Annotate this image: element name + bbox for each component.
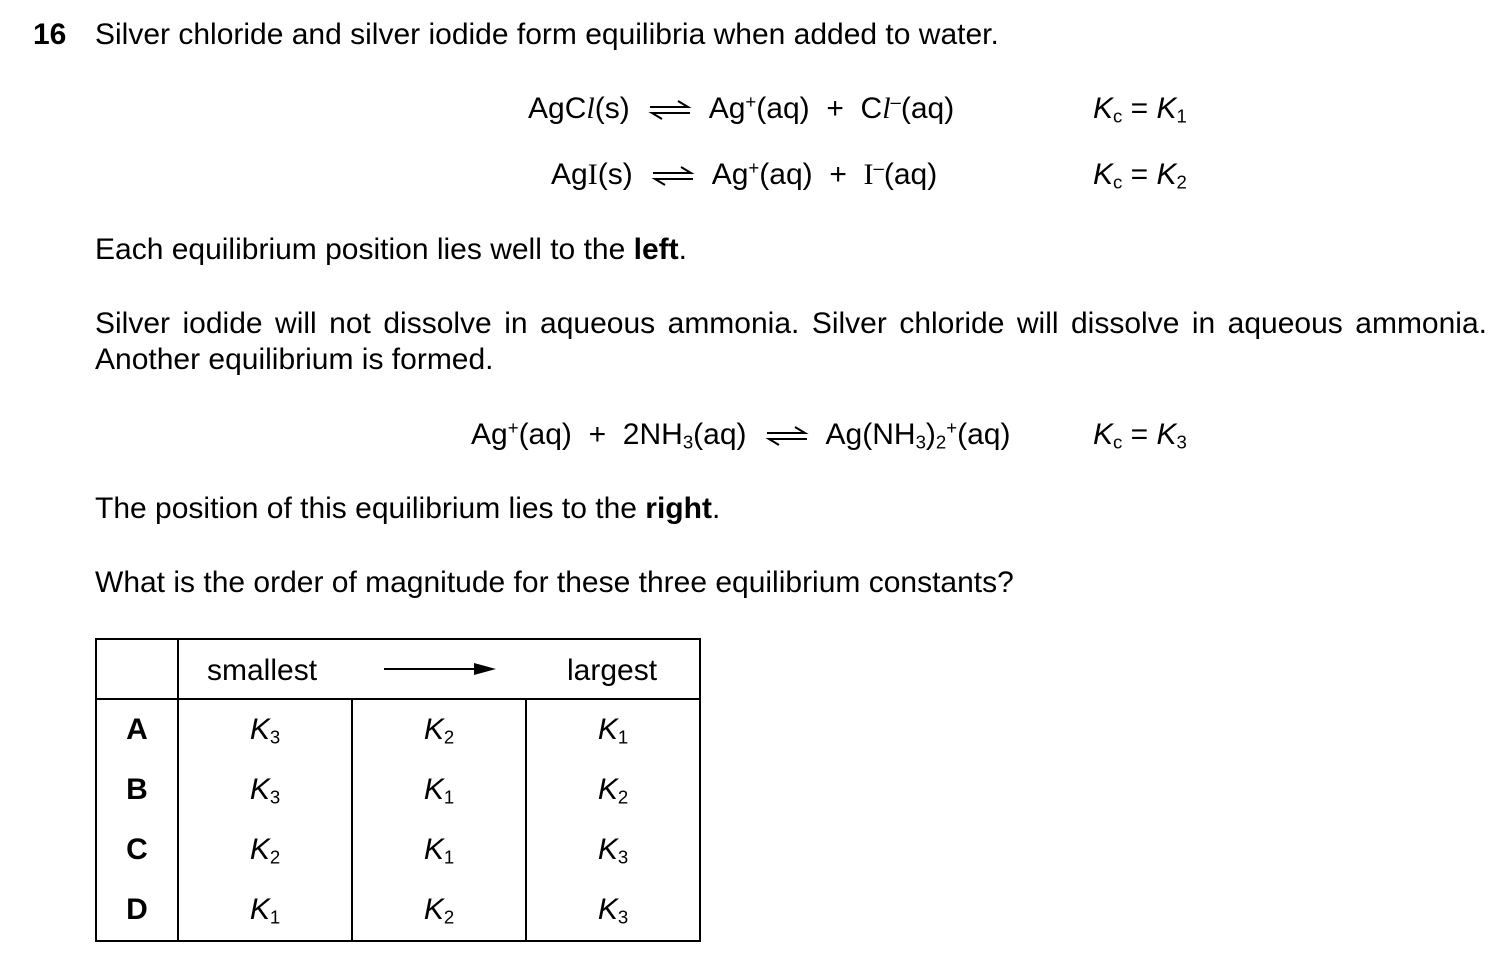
option-letter: C [96, 820, 178, 880]
equilibrium-arrow-icon [648, 100, 692, 120]
option-row-d[interactable] [96, 880, 700, 941]
option-row-a[interactable] [96, 699, 700, 760]
header-smallest: smallest [207, 654, 318, 687]
right-statement: The position of this equilibrium lies to the right. [95, 492, 721, 525]
question-intro: Silver chloride and silver iodide form equilibria when added to water. [95, 18, 999, 51]
equation-2-constant: $K_c = K_2$ [1093, 158, 1187, 193]
question-prompt: What is the order of magnitude for these three equilibrium constants? [95, 566, 1014, 599]
option-cell: $K_3$ [526, 820, 700, 880]
option-cell: $K_1$ [352, 820, 526, 880]
table-header [178, 639, 700, 699]
option-cell: $K_2$ [526, 760, 700, 820]
option-cell: $K_1$ [352, 760, 526, 820]
option-cell: $K_3$ [178, 699, 352, 760]
equilibrium-arrow-icon [765, 426, 809, 446]
option-letter: A [96, 699, 178, 760]
left-statement: Each equilibrium position lies well to the left. [95, 233, 687, 266]
table-header-row [96, 639, 700, 699]
option-cell: $K_1$ [526, 699, 700, 760]
option-cell: $K_3$ [178, 760, 352, 820]
ammonia-paragraph: Silver iodide will not dissolve in aqueous ammonia. Silver chloride will dissolve in aqueous ammonia. Another equilibrium is formed. [95, 307, 1487, 376]
option-cell: $K_2$ [178, 820, 352, 880]
option-cell: $K_1$ [178, 880, 352, 941]
equation-2: AgI(s) Ag+(aq) + I–(aq) [551, 156, 938, 191]
answer-table [95, 638, 701, 942]
equation-3-constant: $K_c = K_3$ [1093, 418, 1187, 453]
option-cell: $K_2$ [352, 880, 526, 941]
equation-1-constant: $K_c = K_1$ [1093, 92, 1187, 127]
equation-1: AgCl(s) Ag+(aq) + Cl–(aq) [528, 90, 955, 125]
option-cell: $K_2$ [352, 699, 526, 760]
option-cell: $K_3$ [526, 880, 700, 941]
question-number: 16 [33, 18, 67, 51]
table-header-blank [96, 639, 178, 699]
equation-3: $Ag^+(aq) + 2NH_3(aq)$ $Ag(NH_3)_2^+(aq)$ [471, 416, 1011, 453]
option-letter: D [96, 880, 178, 941]
option-row-b[interactable] [96, 760, 700, 820]
right-arrow-icon [384, 662, 496, 676]
option-row-c[interactable] [96, 820, 700, 880]
option-letter: B [96, 760, 178, 820]
header-largest: largest [567, 654, 658, 687]
equilibrium-arrow-icon [651, 166, 695, 186]
